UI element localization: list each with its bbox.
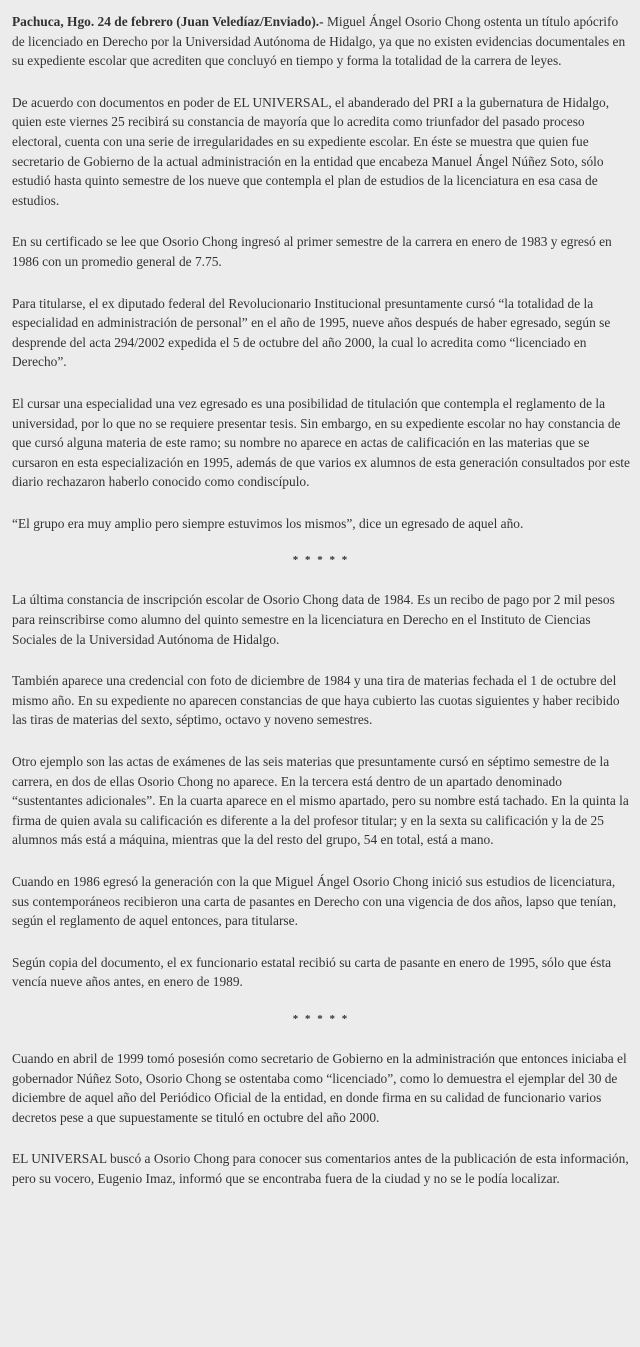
paragraph: También aparece una credencial con foto de diciembre de 1984 y una tira de materias fechada el 1 de octubre del mismo año. En su expediente no aparecen constancias de que haya cubierto las cuotas siguientes y haber recibido las tiras de materias del sexto, séptimo, octavo y noveno semestres. — [12, 673, 620, 728]
paragraph: De acuerdo con documentos en poder de EL UNIVERSAL, el abanderado del PRI a la gubernatura de Hidalgo, quien este viernes 25 recibirá su constancia de mayoría que lo acredita como triunfador del pasado proceso electoral, cuenta con una serie de irregularidades en su expediente escolar. En éste se muestra que quien fue secretario de Gobierno de la actual administración en la entidad que encabeza Manuel Ángel Núñez Soto, sólo estudió hasta quinto semestre de los nueve que contempla el plan de estudios de la licenciatura en esa casa de estudios. — [12, 94, 610, 208]
paragraph: Cuando en 1986 egresó la generación con la que Miguel Ángel Osorio Chong inició sus estudios de licenciatura, sus contemporáneos recibieron una carta de pasantes en Derecho con una vigencia de dos años, lapso que tenían, según el reglamento de aquel entonces, para titularse. — [12, 874, 617, 929]
lead-text: Miguel Ángel Osorio Chong ostenta un título apócrifo de licenciado en Derecho por la Universidad Autónoma de Hidalgo, ya que no existen evidencias documentales en su expediente escolar que acrediten que concluyó en tiempo y forma la totalidad de la carrera de leyes. — [12, 14, 626, 69]
dateline: Pachuca, Hgo. 24 de febrero (Juan Veledíaz/Enviado).- — [12, 14, 324, 29]
section-separator: * * * * * — [292, 1012, 350, 1025]
paragraph: En su certificado se lee que Osorio Chong ingresó al primer semestre de la carrera en enero de 1983 y egresó en 1986 con un promedio general de 7.75. — [12, 234, 612, 269]
paragraph: Cuando en abril de 1999 tomó posesión como secretario de Gobierno en la administración que entonces iniciaba el gobernador Núñez Soto, Osorio Chong se ostentaba como “licenciado”, como lo demuestra el ejemplar del 30 de diciembre de aquel año del Periódico Oficial de la entidad, en donde firma en su calidad de funcionario varios decretos pese a que supuestamente se tituló en octubre del año 2000. — [12, 1050, 627, 1125]
paragraph: “El grupo era muy amplio pero siempre estuvimos los mismos”, dice un egresado de aquel año. — [12, 515, 524, 531]
paragraph: Para titularse, el ex diputado federal del Revolucionario Institucional presuntamente cursó “la totalidad de la especialidad en administración de personal” en el año de 1995, nueve años después de haber egresado, según se desprende del acta 294/2002 expedida el 5 de octubre del año 2000, la cual lo acredita como “licenciado en Derecho”. — [12, 295, 611, 370]
paragraph: EL UNIVERSAL buscó a Osorio Chong para conocer sus comentarios antes de la publicación de esta información, pero su vocero, Eugenio Imaz, informó que se encontraba fuera de la ciudad y no se le podía localizar. — [12, 1151, 629, 1186]
paragraph: Según copia del documento, el ex funcionario estatal recibió su carta de pasante en enero de 1995, sólo que ésta vencía nueve años antes, en enero de 1989. — [12, 954, 612, 990]
section-separator: * * * * * — [292, 554, 350, 567]
paragraph: El cursar una especialidad una vez egresado es una posibilidad de titulación que contempla el reglamento de la universidad, por lo que no se requiere presentar tesis. Sin embargo, en su expediente escolar no hay constancia de que cursó alguna materia de este ramo; su nombre no aparece en actas de calificación en las materias que se cursaron en esta especialización en 1995, además de que varios ex alumnos de esta generación consultados por este diario rechazaron haberlo conocido como condiscípulo. — [12, 395, 630, 490]
paragraph: Otro ejemplo son las actas de exámenes de las seis materias que presuntamente cursó en séptimo semestre de la carrera, en dos de ellas Osorio Chong no aparece. En la tercera está dentro de un apartado denominado “sustentantes adicionales”. En la cuarta aparece en el mismo apartado, pero su nombre está tachado. En la quinta la firma de quien avala su calificación es diferente a la del profesor titular; y en la sexta su calificación y la de 25 alumnos más está a máquina, mientras que la del resto del grupo, 54 en total, está a mano. — [12, 754, 629, 848]
paragraph: La última constancia de inscripción escolar de Osorio Chong data de 1984. Es un recibo de pago por 2 mil pesos para reinscribirse como alumno del quinto semestre en la licenciatura en Derecho en el Instituto de Ciencias Sociales de la Universidad Autónoma de Hidalgo. — [12, 592, 615, 647]
lead-paragraph — [12, 12, 630, 71]
